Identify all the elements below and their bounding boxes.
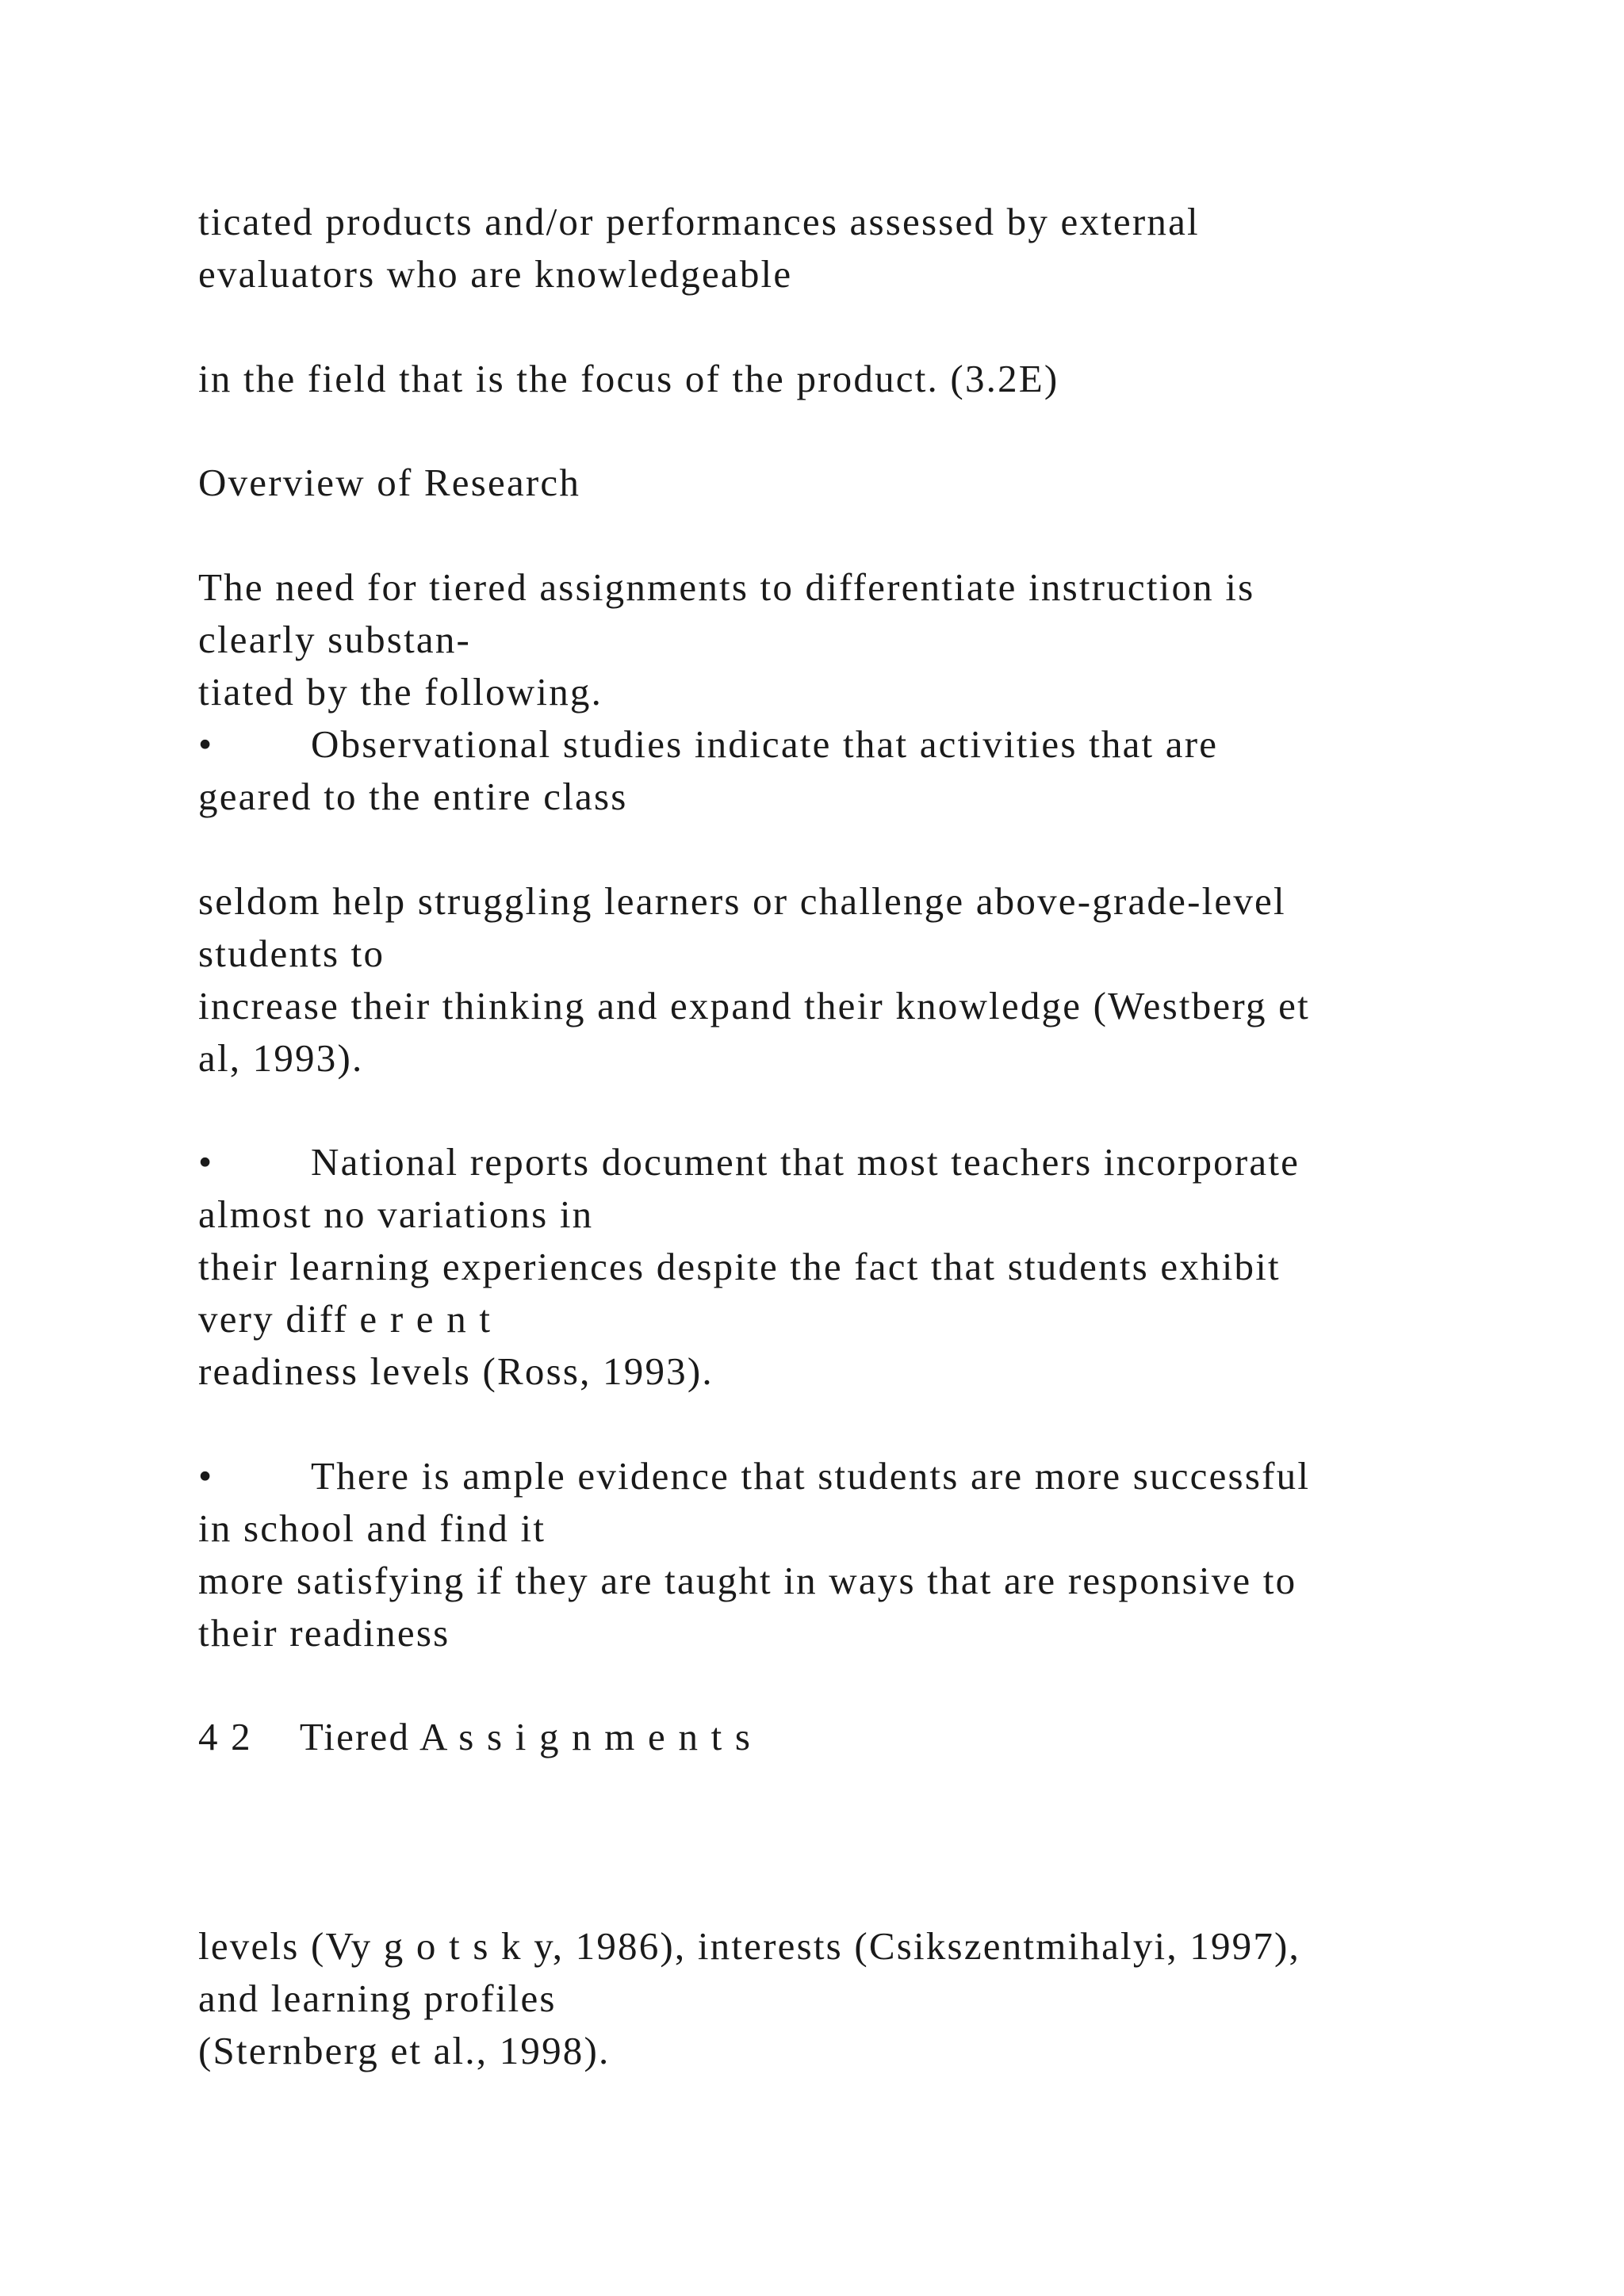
bullet-text: There is ample evidence that students are more successful (311, 1454, 1311, 1498)
bullet-icon: • (198, 722, 214, 766)
running-footer (198, 1711, 752, 1763)
running-title: Tiered A s s i g n m e n t s (299, 1715, 753, 1758)
page-number: 4 2 (198, 1715, 252, 1758)
text-line: tiated by the following. (198, 670, 603, 714)
text-line: in school and find it (198, 1506, 546, 1550)
text-line: (Sternberg et al., 1998). (198, 2029, 611, 2072)
bullet-icon: • (198, 1140, 214, 1184)
bullet-icon: • (198, 1454, 214, 1498)
bullet-item (198, 718, 1218, 771)
text-line: levels (Vy g o t s k y, 1986), interests (Csikszentmihalyi, 1997), (198, 1924, 1301, 1968)
text-line: almost no variations in (198, 1192, 594, 1236)
text-line: their learning experiences despite the fact that students exhibit (198, 1245, 1281, 1288)
text-line: al, 1993). (198, 1036, 364, 1080)
bullet-item (198, 1450, 1310, 1502)
text-line: The need for tiered assignments to differentiate instruction is (198, 565, 1255, 609)
text-line: and learning profiles (198, 1976, 557, 2020)
text-line: readiness levels (Ross, 1993). (198, 1349, 714, 1393)
text-line: ticated products and/or performances assessed by external (198, 200, 1200, 243)
text-line: evaluators who are knowledgeable (198, 252, 793, 296)
text-line: clearly substan- (198, 618, 472, 661)
text-line: seldom help struggling learners or challenge above-grade-level (198, 879, 1286, 923)
text-line: increase their thinking and expand their knowledge (Westberg et (198, 984, 1310, 1027)
text-line: more satisfying if they are taught in ways that are responsive to (198, 1559, 1297, 1602)
text-line: in the field that is the focus of the product. (3.2E) (198, 357, 1059, 400)
text-line: very diff e r e n t (198, 1297, 492, 1341)
bullet-text: Observational studies indicate that activities that are (311, 722, 1219, 766)
section-heading: Overview of Research (198, 461, 581, 504)
text-line: geared to the entire class (198, 775, 628, 818)
text-line: students to (198, 932, 385, 975)
bullet-item (198, 1136, 1300, 1188)
text-line: their readiness (198, 1611, 450, 1655)
bullet-text: National reports document that most teachers incorporate (311, 1140, 1300, 1184)
